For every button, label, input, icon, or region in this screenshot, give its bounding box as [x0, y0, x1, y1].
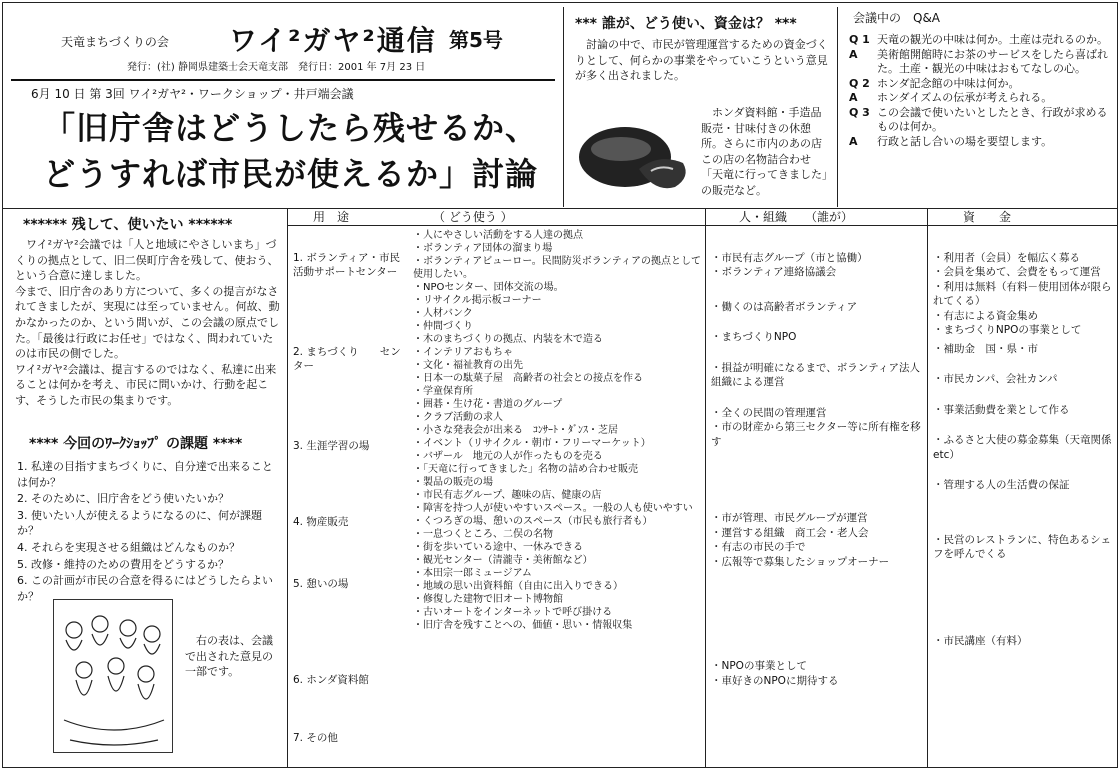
use-item: 7. その他: [293, 732, 338, 744]
how-item: ・バザール 地元の人が作ったものを売る: [413, 451, 603, 462]
qa-item: A 美術館開館時にお茶のサービスをしたら喜ばれた。土産・観光の中味はおもてなしの心。: [849, 47, 1108, 76]
use-item: 2. まちづくり センター: [293, 346, 401, 373]
how-item: ・文化・福祉教育の出先: [413, 360, 523, 371]
task-item: 2. そのために、旧庁舎をどう使いたいか？: [17, 492, 229, 506]
how-item: ・古いオートをインターネットで呼び掛ける: [413, 607, 613, 618]
who-item: ・ボランティア連絡協議会: [711, 266, 837, 279]
how-item: ・人にやさしい活動をする人達の拠点: [413, 230, 583, 241]
fund-item: ・利用は無料（有料－使用団体が限られてくる）: [933, 280, 1112, 308]
how-item: ・NPOセンター、団体交流の場。: [413, 282, 564, 293]
newsletter-page: [2, 2, 1118, 768]
how-item: ・木のまちづくりの拠点、内装を木で造る: [413, 334, 603, 345]
task-item: 4. それらを実現させる組織はどんなものか？: [17, 541, 240, 555]
table-note: 右の表は、会議で出された意見の一部です。: [185, 634, 273, 679]
how-item: ・製品の販売の場: [413, 477, 493, 488]
left-heading: ****** 残して、使いたい ******: [23, 217, 233, 233]
col-header-use: 用 途: [313, 210, 350, 224]
col-header-fund: 資 金: [963, 210, 1012, 224]
task-item: 3. 使いたい人が使えるようになるのに、何が課題か？: [17, 508, 262, 538]
col-header-who: 人・組織 （誰が）: [739, 210, 854, 224]
qa-item: A ホンダイズムの伝承が考えられる。: [849, 91, 1053, 105]
issue-number: 第5号: [449, 28, 503, 52]
divider: [927, 208, 928, 768]
how-item: ・地域の思い出資料館（自由に出入りできる）: [413, 581, 623, 592]
how-item: ・街を歩いている途中、一休みできる: [413, 542, 583, 553]
fund-item: ・まちづくりNPOの事業として: [933, 324, 1082, 337]
qa-item: A 行政と話し合いの場を要望します。: [849, 134, 1053, 148]
how-item: ・旧庁舎を残すことへの、価値・思い・情報収集: [413, 620, 633, 631]
divider: [563, 7, 564, 207]
who-item: ・市の財産から第三セクター等に所有権を移す: [711, 421, 921, 448]
how-item: ・イベント（リサイクル・朝市・フリーマーケット）: [413, 438, 651, 449]
who-item: ・損益が明確になるまで、ボランティア法人組織による運営: [711, 361, 920, 389]
how-item: ・インテリアおもちゃ: [413, 347, 513, 358]
lacquer-box-image: [575, 113, 695, 193]
task-item: 1. 私達の目指すまちづくりに、自分達で出来ることは何か？: [17, 460, 273, 489]
fund-item: ・ふるさと大使の募金募集（天竜関係 etc）: [933, 434, 1112, 461]
who-item: ・市民有志グループ（市と協働）: [711, 252, 868, 264]
how-item: ・本田宗一郎ミュージアム: [413, 568, 532, 579]
how-item: ・囲碁・生け花・書道のグループ: [413, 399, 563, 410]
col-header-how: （ どう使う ）: [433, 210, 513, 224]
publisher-line: 発行：(社) 静岡県建築士会天竜支部 発行日：2001 年 7月 23 日: [127, 62, 426, 73]
how-item: ・ボランティア団体の溜まり場: [413, 243, 553, 254]
qa-item: Q 1 天竜の観光の中味は何か。土産は売れるのか。: [849, 33, 1108, 46]
how-list: [413, 229, 703, 632]
how-item: ・仲間づくり: [413, 321, 473, 332]
meeting-sketch-image: [53, 599, 173, 753]
newsletter-title: ワイ²ガヤ²通信: [229, 24, 437, 57]
how-item: ・「天竜に行ってきました」名物の詰め合わせ販売: [413, 464, 638, 475]
how-item: ・ボランティアビューロー。民間防災ボランティアの拠点として使用したい。: [413, 256, 701, 280]
use-item: 5. 憩いの場: [293, 578, 349, 590]
divider: [837, 7, 838, 207]
task-item: 6. この計画が市民の合意を得るにはどうしたらよいか？: [17, 574, 273, 603]
use-item: 6. ホンダ資料館: [293, 674, 369, 686]
who-item: ・市が管理、市民グループが運営: [711, 512, 868, 525]
how-item: ・学童保育所: [413, 386, 473, 397]
divider: [287, 208, 288, 768]
who-item: ・働くのは高齢者ボランティア: [711, 300, 858, 313]
how-item: ・観光センター（清瀧寺・美術館など）: [413, 555, 593, 566]
masthead-divider: [11, 79, 555, 81]
how-item: ・市民有志グループ、趣味の店、健康の店: [413, 490, 602, 501]
fund-item: ・利用者（会員）を幅広く募る: [933, 252, 1080, 264]
workshop-subheading: 6月 10 日 第 3回 ワイ²ガヤ²・ワークショップ・井戸端会議: [31, 87, 354, 101]
fund-list: [933, 251, 1113, 648]
who-item: ・車好きのNPOに期待する: [711, 674, 839, 687]
how-item: ・障害を持つ人が使いやすいスペース。一般の人も使いやすい: [413, 503, 693, 514]
fund-item: ・市民講座（有料）: [933, 634, 1028, 647]
fund-item: ・事業活動費を業として作る: [933, 403, 1070, 416]
use-item: 4. 物産販売: [293, 516, 349, 528]
fund-item: ・有志による資金集め: [933, 309, 1038, 322]
who-item: ・有志の市民の手で: [711, 541, 806, 554]
funding-examples: ホンダ資料館・手造品販売・甘味付きの休憩所。さらに市内のあの店この店の名物詰合わせ「天竜に行ってきました」の販売など。: [701, 106, 828, 198]
fund-item: ・補助金 国・県・市: [933, 342, 1038, 355]
qa-item: Q 2 ホンダ記念館の中味は何か。: [849, 76, 1020, 90]
how-item: ・一息つくところ、二俣の名物: [413, 529, 553, 540]
who-item: ・NPOの事業として: [711, 660, 807, 673]
qa-heading: 会議中の Q&A: [853, 11, 941, 25]
divider: [705, 208, 706, 768]
who-item: ・全くの民間の管理運営: [711, 406, 827, 419]
how-item: ・クラブ活動の求人: [413, 412, 503, 423]
who-item: ・広報等で募集したショップオーナー: [711, 555, 890, 568]
fund-item: ・民営のレストランに、特色あるシェフを呼んでくる: [933, 533, 1111, 561]
tasks-list: [17, 459, 283, 605]
qa-list: [849, 33, 1111, 149]
org-name: 天竜まちづくりの会: [61, 35, 169, 49]
who-item: ・まちづくりNPO: [711, 331, 797, 344]
how-item: ・人材バンク: [413, 308, 473, 319]
fund-item: ・会員を集めて、会費をもって運営: [933, 266, 1101, 279]
how-item: ・日本一の駄菓子屋 高齢者の社会との接点を作る: [413, 373, 643, 384]
headline-line-1: 「旧庁舎はどうしたら残せるか、: [43, 109, 539, 147]
fund-item: ・市民カンパ、会社カンパ: [933, 373, 1058, 386]
tasks-heading: **** 今回のﾜｰｸｼｮｯﾌﾟ の課題 ****: [29, 436, 243, 452]
headline-line-2: どうすれば市民が使えるか」討論: [43, 155, 539, 193]
how-item: ・修復した建物で旧オート博物館: [413, 594, 563, 605]
masthead: [9, 11, 549, 73]
who-list: [711, 251, 923, 688]
how-item: ・小さな発表会が出来る ｺﾝｻｰﾄ・ﾀﾞﾝｽ・芝居: [413, 425, 618, 436]
left-paragraph: ワイ²ガヤ²会議では「人と地域にやさしいまち」づくりの拠点として、旧二俣町庁舎を残して、使おう、という合意に達しました。 今まで、旧庁舎のあり方について、多くの提言がなされてきましたが、実現には至っていません。何故、動かなかったのか、という問いが、この会議の原点でした。「最後は行政にお任せ」ではなく、問われていたのは市民の側でした。 ワイ²ガヤ²会議は、提言するのではなく、私達に出来ることは何かを考え、市民に問いかけ、行動を起こす、そうした市民の集まりです。: [15, 238, 280, 408]
fund-item: ・管理する人の生活費の保証: [933, 479, 1070, 492]
use-item: 1. ボランティア・市民活動サポートセンター: [293, 252, 401, 279]
use-item: 3. 生涯学習の場: [293, 440, 370, 452]
funding-paragraph: 討論の中で、市民が管理運営するための資金づくりとして、何らかの事業をやっていこうという意見が多く出されました。: [575, 38, 828, 83]
task-item: 5. 改修・維持のための費用をどうするか？: [17, 557, 229, 571]
how-item: ・くつろぎの場、憩いのスペース（市民も旅行者も）: [413, 516, 653, 527]
how-item: ・リサイクル掲示板コーナー: [413, 295, 542, 306]
qa-item: Q 3 この会議で使いたいとしたとき、行政が求めるものは何か。: [849, 105, 1108, 134]
who-item: ・運営する組織 商工会・老人会: [711, 526, 869, 539]
divider: [3, 208, 1117, 209]
funding-heading: *** 誰が、どう使い、資金は？ ***: [575, 16, 797, 32]
